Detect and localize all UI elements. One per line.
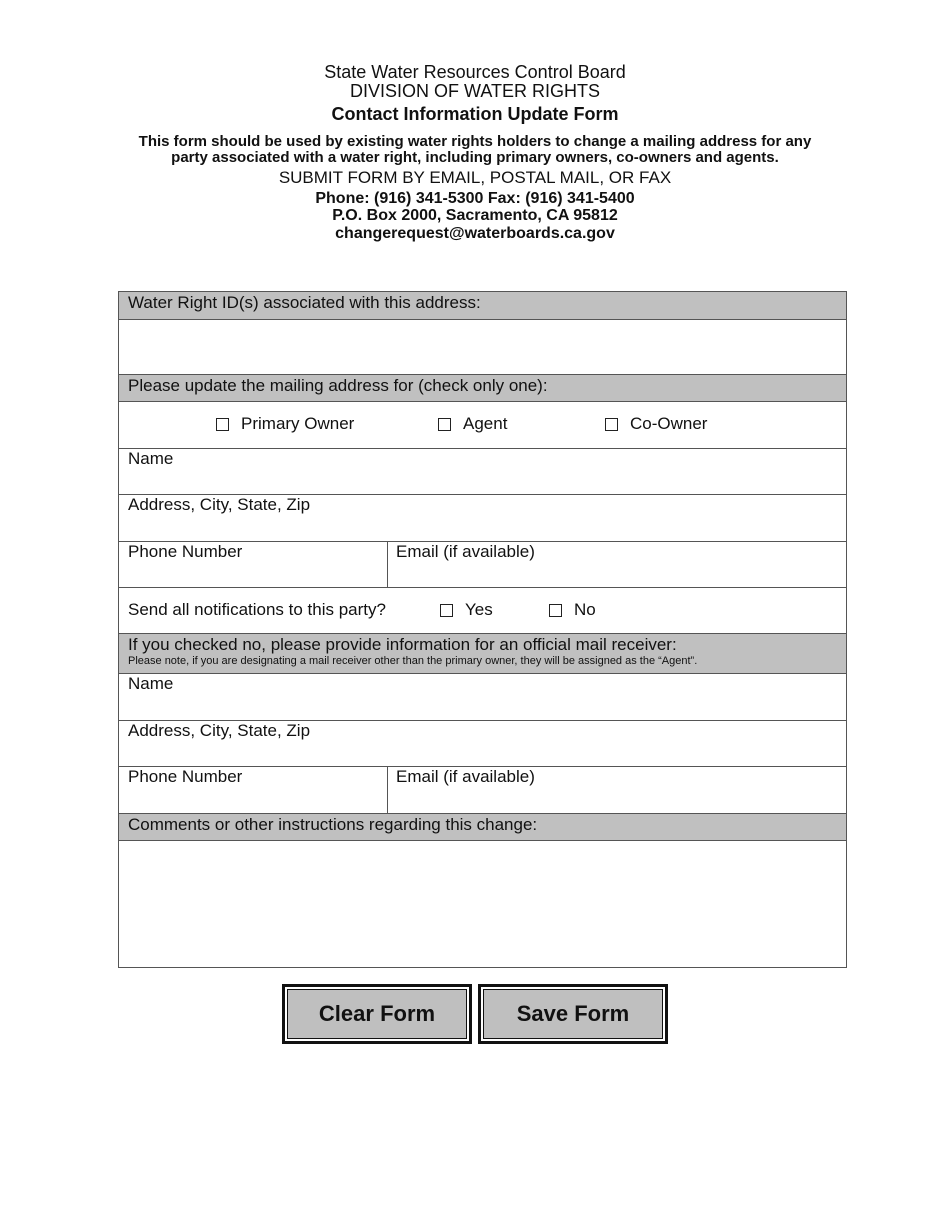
contact-email: changerequest@waterboards.ca.gov [335,225,615,242]
receiver-name-row [119,674,846,721]
address-input[interactable] [125,516,841,540]
clear-form-button[interactable]: Clear Form [282,984,472,1044]
intro-line-1: This form should be used by existing water rights holders to change a mailing address for any [138,133,812,150]
checkbox-icon[interactable] [605,418,618,431]
phone-input[interactable] [125,562,385,586]
column-divider [387,767,388,813]
email-input[interactable] [393,562,843,586]
checkbox-icon[interactable] [216,418,229,431]
water-right-id-label: Water Right ID(s) associated with this address: [128,293,481,312]
primary-owner-checkbox[interactable] [216,414,354,434]
receiver-name-input[interactable] [125,695,841,719]
mail-receiver-heading: If you checked no, please provide information for an official mail receiver: [128,635,677,654]
comments-header [119,814,846,841]
intro-line-2: party associated with a water right, including primary owners, co-owners and agents. [171,149,779,166]
form-title: Contact Information Update Form [331,104,619,124]
no-checkbox[interactable] [549,600,596,620]
comments-textarea[interactable] [125,847,841,963]
receiver-phone-label: Phone Number [128,767,243,786]
comments-row [119,841,846,967]
receiver-email-label: Email (if available) [396,767,535,786]
yes-label: Yes [465,600,493,619]
checkbox-icon[interactable] [549,604,562,617]
address-label: Address, City, State, Zip [128,495,311,514]
receiver-name-label: Name [128,674,174,693]
water-right-id-header [119,292,846,320]
water-right-id-input[interactable] [125,326,841,370]
comments-label: Comments or other instructions regarding this change: [128,815,538,834]
receiver-address-row [119,721,846,767]
phone-email-row [119,542,846,588]
division-name: DIVISION OF WATER RIGHTS [349,81,600,101]
agent-checkbox[interactable] [438,414,507,434]
name-input[interactable] [125,469,841,493]
column-divider [387,542,388,587]
phone-label: Phone Number [128,542,243,561]
mail-receiver-header [119,634,846,674]
receiver-phone-email-row [119,767,846,814]
name-row [119,449,846,495]
receiver-phone-input[interactable] [125,788,385,812]
agency-name: State Water Resources Control Board [324,62,626,82]
water-right-id-row [119,320,846,375]
checkbox-icon[interactable] [438,418,451,431]
receiver-address-input[interactable] [125,741,841,765]
save-form-button[interactable]: Save Form [478,984,668,1044]
update-for-header [119,375,846,402]
primary-owner-label: Primary Owner [241,414,355,433]
mail-receiver-note: Please note, if you are designating a mail receiver other than the primary owner, they will be assigned as the “Agent”. [128,655,698,667]
email-label: Email (if available) [396,542,535,561]
name-label: Name [128,449,174,468]
checkbox-icon[interactable] [440,604,453,617]
submit-instructions: SUBMIT FORM BY EMAIL, POSTAL MAIL, OR FAX [278,168,672,187]
address-row [119,495,846,542]
receiver-email-input[interactable] [393,788,843,812]
party-type-row [119,402,846,449]
receiver-address-label: Address, City, State, Zip [128,721,311,740]
update-for-label: Please update the mailing address for (check only one): [128,376,548,395]
notifications-row [119,588,846,634]
no-label: No [574,600,596,619]
co-owner-label: Co-Owner [630,414,708,433]
notifications-question: Send all notifications to this party? [128,600,386,619]
yes-checkbox[interactable] [440,600,493,620]
phone-fax: Phone: (916) 341-5300 Fax: (916) 341-5400 [315,190,635,207]
agent-label: Agent [463,414,508,433]
mailing-address: P.O. Box 2000, Sacramento, CA 95812 [332,207,618,224]
contact-update-form [118,291,847,968]
co-owner-checkbox[interactable] [605,414,707,434]
